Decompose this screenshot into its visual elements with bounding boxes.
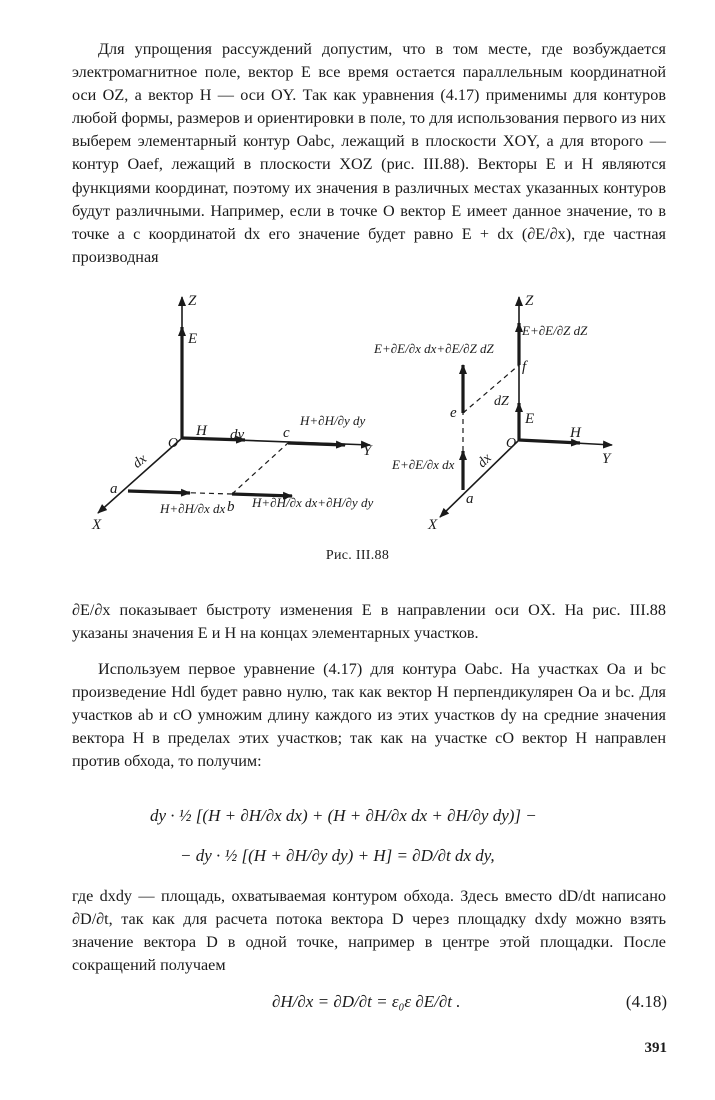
left-point-b: b	[227, 499, 235, 515]
right-e-f-value: E+∂E/∂Z dZ	[522, 323, 588, 338]
paragraph-2: ∂E/∂x показывает быстроту изменения E в направлении оси OX. На рис. III.88 указаны значения E и H на концах элементарных участков.	[72, 601, 666, 643]
right-point-f: f	[522, 359, 527, 375]
paragraph-4: где dxdy — площадь, охватываемая контуром обхода. Здесь вместо dD/dt написано ∂D/∂t, так как для расчета потока вектора D через площадку dxdy можно взять значение вектора D в одной точке, например в центре этой площадки. После сокращений получаем	[72, 887, 666, 975]
right-point-a: a	[466, 491, 474, 507]
figure-iii-88	[0, 285, 715, 575]
left-z-label: Z	[188, 293, 197, 309]
paragraph-1: Для упрощения рассуждений допустим, что в том месте, где возбуждается электромагнитное поле, вектор E все время остается параллельным координатной оси OZ, а вектор H — оси OY. Так как уравнения (4.17) применимы для контуров любой формы, размеров и ориентировки в поле, то для использования первого из них выберем элементарный контур Oabc, лежащий в плоскости XOY, а для второго — контур Oaef, лежащий в плоскости XOZ (рис. III.88). Векторы E и H являются функциями координат, поэтому их значения в различных местах указанных контуров будут различными. Например, если в точке O вектор E имеет данное значение, то в точке a с координатой dx его значение будет равно E + dx (∂E/∂x), где частная производная	[72, 40, 666, 266]
left-point-a: a	[110, 481, 118, 497]
left-origin-label: O	[168, 436, 179, 451]
right-e-e-value: E+∂E/∂x dx+∂E/∂Z dZ	[374, 341, 494, 356]
right-h-label: H	[570, 425, 581, 441]
left-h-a-value: H+∂H/∂x dx	[160, 501, 226, 516]
right-segment-ef	[463, 365, 519, 413]
right-origin-label: O	[506, 436, 517, 451]
right-e-label: E	[525, 411, 535, 427]
left-h-at-c	[288, 443, 345, 445]
left-dy-label: dy	[230, 427, 245, 443]
left-y-label: Y	[363, 443, 372, 459]
right-x-label: X	[428, 517, 438, 533]
equation-1-line-2: − dy · ½ [(H + ∂H/∂y dy) + H] = ∂D/∂t dx dy,	[180, 846, 495, 865]
equation-number: (4.18)	[625, 992, 667, 1011]
figure-caption: Рис. III.88	[325, 548, 390, 563]
left-segment-bc	[232, 443, 288, 494]
left-x-label: X	[92, 517, 102, 533]
equation-1-line-1: dy · ½ [(H + ∂H/∂x dx) + (H + ∂H/∂x dx + ∂H/∂y dy)] −	[150, 806, 537, 825]
equation-4-18: ∂H/∂x = ∂D/∂t = ε₀ε ∂E/∂t .	[272, 992, 461, 1011]
right-diagram	[373, 293, 612, 533]
right-x-axis	[440, 440, 519, 517]
right-e-a-value: E+∂E/∂x dx	[392, 457, 455, 472]
left-h-b-value: H+∂H/∂x dx+∂H/∂y dy	[252, 495, 374, 510]
left-point-c: c	[283, 425, 290, 441]
left-h-label: H	[196, 423, 207, 439]
left-diagram	[91, 293, 373, 533]
right-dx-label: dx	[474, 450, 495, 471]
right-point-e: e	[450, 405, 457, 421]
right-dz-label: dZ	[494, 394, 509, 409]
paragraph-3: Используем первое уравнение (4.17) для контура Oabc. На участках Oa и bc произведение Hdl будет равно нулю, так как вектор H перпендикулярен Oa и bc. Для участков ab и cO умножим длину каждого из этих участков dy на средние значения вектора H в пределах этих участков; так как на участке cO вектор H направлен против обхода, то получим:	[72, 660, 666, 771]
right-y-label: Y	[602, 451, 611, 467]
right-z-label: Z	[525, 293, 534, 309]
left-e-label: E	[188, 331, 198, 347]
left-h-c-value: H+∂H/∂y dy	[300, 413, 366, 428]
page-number: 391	[644, 1040, 667, 1056]
left-dx-label: dx	[130, 451, 150, 472]
